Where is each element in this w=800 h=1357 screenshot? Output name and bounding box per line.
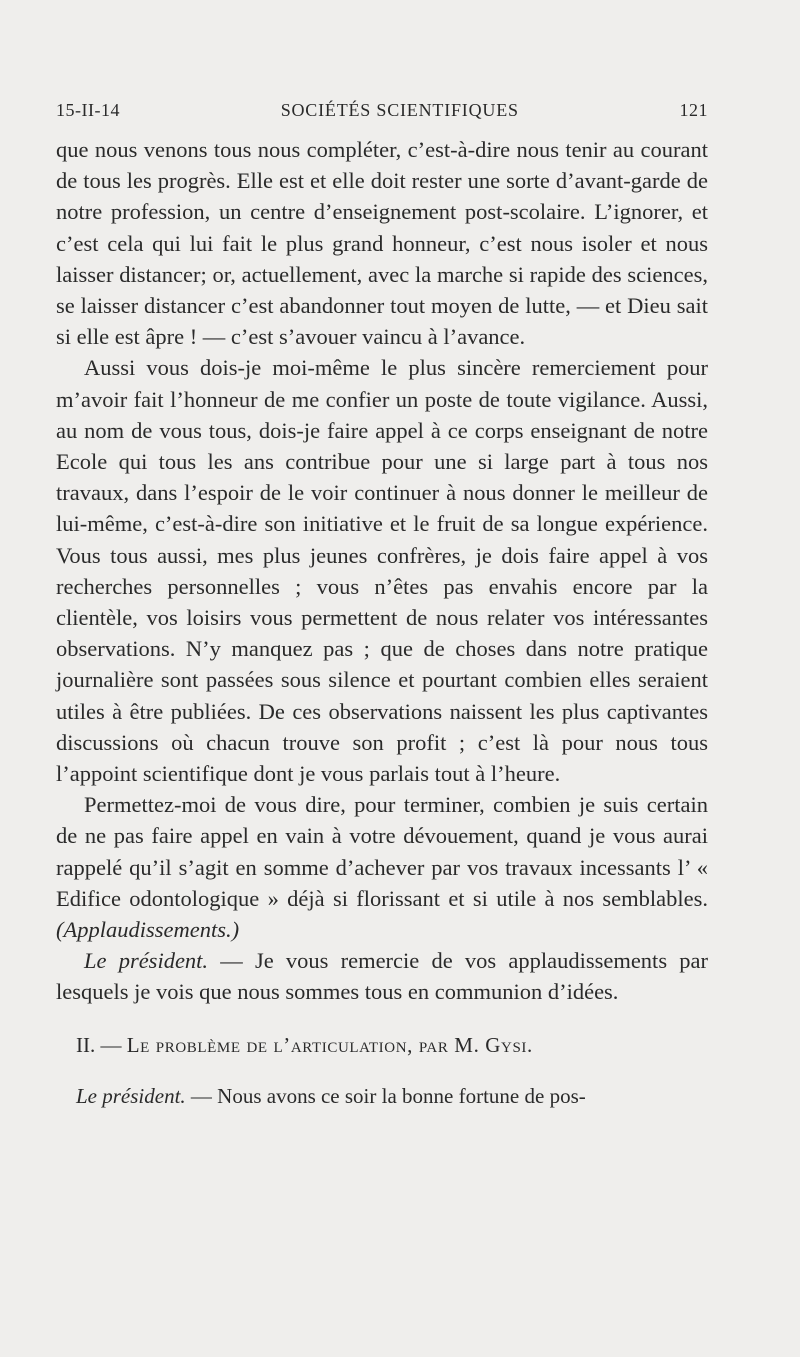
speaker-label: Le président. (84, 948, 209, 974)
section-heading (56, 1030, 708, 1060)
paragraph-4-text: — Je vous remercie de vos applaudissements par lesquels je vois que nous sommes tous en communion d’idées. (56, 948, 708, 1005)
paragraph-2: Aussi vous dois-je moi-même le plus sincère remerciement pour m’avoir fait l’honneur de me confier un poste de toute vigilance. Aussi, au nom de vous tous, dois-je faire appel à ce corps enseignant de notre Ecole qui tous les ans contribue pour une si large part à tous nos travaux, dans l’espoir de le voir continuer à nous donner le meilleur de lui-même, c’est-à-dire son initiative et le fruit de sa longue expérience. Vous tous aussi, mes plus jeunes confrères, je dois faire appel à vos recherches personnelles ; vous n’êtes pas envahis encore par la clientèle, vos loisirs vous permettent de nous relater vos intéressantes observations. N’y manquez pas ; que de choses dans notre pratique journalière sont passées sous silence et pourtant combien elles seraient utiles à être publiées. De ces observations naissent les plus captivantes discussions où chacun trouve son profit ; c’est là pour nous tous l’appoint scientifique dont je vous parlais tout à l’heure. (56, 355, 708, 787)
paragraph-3-text: Permettez-moi de vous dire, pour terminer, combien je suis certain de ne pas faire appel en vain à votre dévouement, quand je vous aurai rappelé qu’il s’agit en somme d’achever par vos travaux incessants l’ « Edifice odontologique » déjà si florissant et si utile à nos semblables. (56, 792, 708, 911)
paragraph-1: que nous venons tous nous compléter, c’est-à-dire nous tenir au courant de tous les progrès. Elle est et elle doit rester une sorte d’avant-garde de notre profession, un centre d’enseignement post-scolaire. L’ignorer, et c’est cela qui lui fait le plus grand honneur, c’est nous isoler et nous laisser distancer; or, actuellement, avec la marche si rapide des sciences, se laisser distancer c’est abandonner tout moyen de lutte, — et Dieu sait si elle est âpre ! — c’est s’avouer vaincu à l’avance. (56, 137, 708, 350)
paragraph-4 (56, 945, 708, 1007)
applause-note: (Applaudissements.) (56, 917, 240, 943)
page (56, 100, 708, 1132)
section-title: Le problème de l’articulation, par M. Gysi. (126, 1032, 533, 1057)
closing-text: — Nous avons ce soir la bonne fortune de pos- (185, 1083, 586, 1108)
header-title: SOCIÉTÉS SCIENTIFIQUES (280, 100, 519, 120)
paragraph-3 (56, 789, 708, 945)
page-number: 121 (679, 100, 708, 120)
closing-speaker: Le président. (76, 1083, 186, 1108)
closing-line (56, 1081, 708, 1111)
header-date: 15-II-14 (56, 100, 120, 120)
section-number: II. — (76, 1032, 127, 1057)
body-text (56, 134, 708, 1008)
running-header (56, 100, 708, 130)
